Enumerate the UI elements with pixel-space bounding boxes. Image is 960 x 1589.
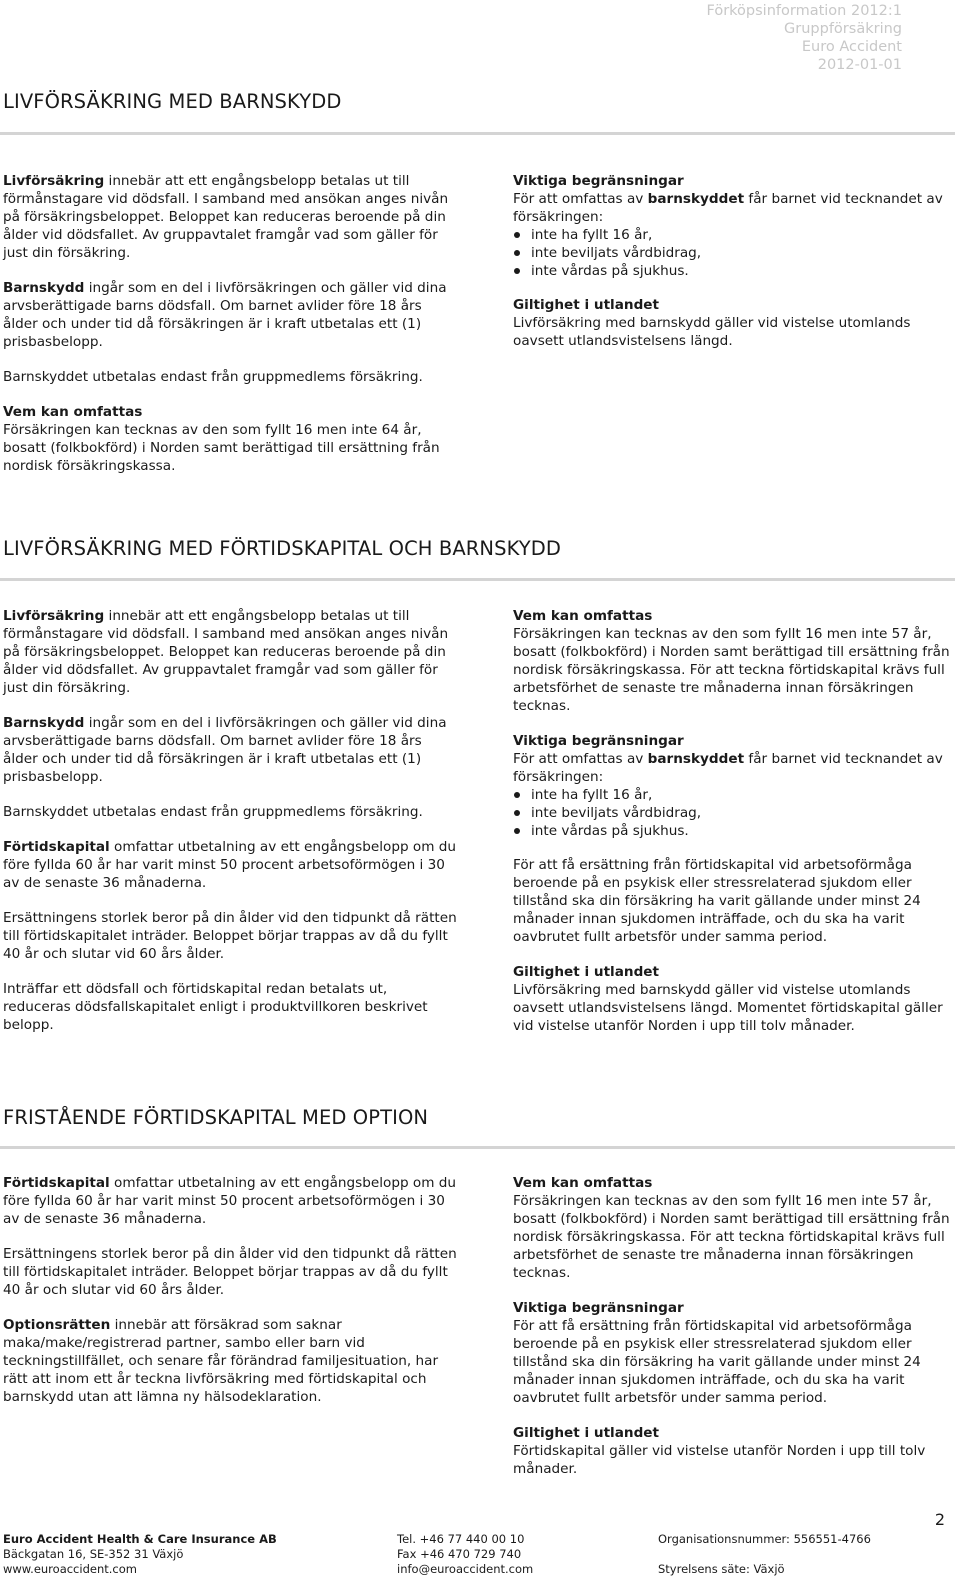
- section-title-livforsakring-barnskydd: LIVFÖRSÄKRING MED BARNSKYDD: [3, 90, 342, 113]
- paragraph: Ersättningens storlek beror på din ålder vid den tidpunkt då rätten till förtidskapitalet inträder. Beloppet börjar trappas av då du fyllt 40 år och slutar vid 60 års ålder.: [3, 1246, 457, 1298]
- footer-company-block: [3, 1532, 277, 1577]
- document-meta: [707, 2, 902, 74]
- footer-phone: Tel. +46 77 440 00 10: [397, 1532, 525, 1546]
- bullet-list: [513, 786, 958, 840]
- subheading-validity: Giltighet i utlandet: [513, 1425, 660, 1441]
- paragraph: Livförsäkring med barnskydd gäller vid vistelse utomlands oavsett utlandsvistelsens längd. Momentet förtidskapital gäller vid vistelse utanför Norden i upp till tolv månader.: [513, 982, 943, 1034]
- paragraph: För att omfattas av barnskyddet får barnet vid tecknandet av försäkringen:: [513, 751, 943, 785]
- subheading-who: Vem kan omfattas: [3, 404, 143, 420]
- meta-product: Gruppförsäkring: [784, 21, 902, 37]
- subheading-validity: Giltighet i utlandet: [513, 297, 660, 313]
- paragraph: Förtidskapital omfattar utbetalning av ett engångsbelopp om du före fyllda 60 år har varit minst 50 procent arbetsoförmögen i 30 av de senaste 36 månaderna.: [3, 1175, 457, 1227]
- list-item: inte ha fyllt 16 år,: [513, 226, 958, 244]
- paragraph: Optionsrätten innebär att försäkrad som saknar maka/make/registrerad partner, sambo eller barn vid teckningstillfället, och senare får förändrad familjesituation, har rätt att inom ett år teckna livförsäkring med förtidskapital och barnskydd utan att lämna ny hälsodeklaration.: [3, 1317, 439, 1405]
- section1-right-column: [513, 172, 958, 367]
- subheading-validity: Giltighet i utlandet: [513, 964, 660, 980]
- subheading-who: Vem kan omfattas: [513, 608, 653, 624]
- paragraph: Försäkringen kan tecknas av den som fyllt 16 men inte 57 år, bosatt (folkbokförd) i Norden samt berättigad till ersättning från nordisk försäkringskassa. För att teckna förtidskapital krävs full arbetsförhet de senaste tre månaderna innan försäkringen tecknas.: [513, 626, 950, 714]
- section-divider: [0, 578, 955, 581]
- paragraph: Barnskyddet utbetalas endast från gruppmedlems försäkring.: [3, 804, 423, 820]
- list-item: inte vårdas på sjukhus.: [513, 822, 958, 840]
- footer-company-name: Euro Accident Health & Care Insurance AB: [3, 1532, 277, 1546]
- footer-board-seat: Styrelsens säte: Växjö: [658, 1562, 785, 1576]
- footer-website-link[interactable]: www.euroaccident.com: [3, 1562, 137, 1576]
- section2-right-column: [513, 607, 958, 1052]
- paragraph: Förtidskapital gäller vid vistelse utanför Norden i upp till tolv månader.: [513, 1443, 926, 1477]
- paragraph: Barnskydd ingår som en del i livförsäkringen och gäller vid dina arvsberättigade barns dödsfall. Om barnet avlider före 18 års ålder och under tid då försäkringen är i kraft utbetalas ett (1) prisbasbelopp.: [3, 280, 447, 350]
- paragraph: För att få ersättning från förtidskapital vid arbetsoförmåga beroende på en psykisk eller stressrelaterad sjukdom eller tillstånd ska din försäkring ha varit gällande under minst 24 månader innan sjukdomen inträffade, och du ska ha varit oavbrutet fullt arbetsför under samma period.: [513, 1318, 921, 1406]
- subheading-who: Vem kan omfattas: [513, 1175, 653, 1191]
- paragraph: Inträffar ett dödsfall och förtidskapital redan betalats ut, reduceras dödsfallskapitalet enligt i produktvillkoren beskrivet belopp.: [3, 981, 428, 1033]
- footer-registration-block: [658, 1532, 871, 1577]
- paragraph: Livförsäkring innebär att ett engångsbelopp betalas ut till förmånstagare vid dödsfall. I samband med ansökan anges nivån på försäkringsbeloppet. Beloppet kan reduceras beroende på din ålder vid dödsfallet. Av gruppavtalet framgår vad som gäller för just din försäkring.: [3, 173, 449, 261]
- meta-date: 2012-01-01: [817, 57, 902, 73]
- footer-fax: Fax +46 470 729 740: [397, 1547, 522, 1561]
- list-item: inte beviljats vårdbidrag,: [513, 244, 958, 262]
- section3-right-column: [513, 1174, 958, 1495]
- subheading-limitations: Viktiga begränsningar: [513, 1300, 684, 1316]
- list-item: inte ha fyllt 16 år,: [513, 786, 958, 804]
- meta-title: Förköpsinformation 2012:1: [706, 3, 902, 19]
- paragraph: För att få ersättning från förtidskapital vid arbetsoförmåga beroende på en psykisk eller stressrelaterad sjukdom eller tillstånd ska din försäkring ha varit gällande under minst 24 månader innan sjukdomen inträffade, och du ska ha varit oavbrutet fullt arbetsför under samma period.: [513, 857, 921, 945]
- footer-email-link[interactable]: info@euroaccident.com: [397, 1562, 534, 1576]
- section1-left-column: [3, 172, 458, 492]
- paragraph: Barnskydd ingår som en del i livförsäkringen och gäller vid dina arvsberättigade barns dödsfall. Om barnet avlider före 18 års ålder och under tid då försäkringen är i kraft utbetalas ett (1) prisbasbelopp.: [3, 715, 447, 785]
- paragraph: Livförsäkring innebär att ett engångsbelopp betalas ut till förmånstagare vid dödsfall. I samband med ansökan anges nivån på försäkringsbeloppet. Beloppet kan reduceras beroende på din ålder vid dödsfallet. Av gruppavtalet framgår vad som gäller för just din försäkring.: [3, 608, 449, 696]
- paragraph: Förtidskapital omfattar utbetalning av ett engångsbelopp om du före fyllda 60 år har varit minst 50 procent arbetsoförmögen i 30 av de senaste 36 månaderna.: [3, 839, 457, 891]
- list-item: inte vårdas på sjukhus.: [513, 262, 958, 280]
- footer-address: Bäckgatan 16, SE-352 31 Växjö: [3, 1547, 184, 1561]
- section2-left-column: [3, 607, 458, 1051]
- paragraph: Försäkringen kan tecknas av den som fyllt 16 men inte 57 år, bosatt (folkbokförd) i Norden samt berättigad till ersättning från nordisk försäkringskassa. För att teckna förtidskapital krävs full arbetsförhet de senaste tre månaderna innan försäkringen tecknas.: [513, 1193, 950, 1281]
- section-divider: [0, 132, 955, 135]
- paragraph: Försäkringen kan tecknas av den som fyllt 16 men inte 64 år, bosatt (folkbokförd) i Norden samt berättigad till ersättning från nordisk försäkringskassa.: [3, 422, 440, 474]
- meta-company: Euro Accident: [801, 39, 902, 55]
- paragraph: Ersättningens storlek beror på din ålder vid den tidpunkt då rätten till förtidskapitalet inträder. Beloppet börjar trappas av då du fyllt 40 år och slutar vid 60 års ålder.: [3, 910, 457, 962]
- section-divider: [0, 1146, 955, 1149]
- paragraph: För att omfattas av barnskyddet får barnet vid tecknandet av försäkringen:: [513, 191, 943, 225]
- bullet-list: [513, 226, 958, 280]
- section3-left-column: [3, 1174, 458, 1423]
- section-title-fristaende-forttidskapital: FRISTÅENDE FÖRTIDSKAPITAL MED OPTION: [3, 1106, 429, 1129]
- footer-contact-block: [397, 1532, 533, 1577]
- section-title-forttidskapital-barnskydd: LIVFÖRSÄKRING MED FÖRTIDSKAPITAL OCH BARNSKYDD: [3, 537, 562, 560]
- subheading-limitations: Viktiga begränsningar: [513, 733, 684, 749]
- list-item: inte beviljats vårdbidrag,: [513, 804, 958, 822]
- paragraph: Barnskyddet utbetalas endast från gruppmedlems försäkring.: [3, 369, 423, 385]
- page-number: 2: [934, 1510, 945, 1529]
- footer-org-number: Organisationsnummer: 556551-4766: [658, 1532, 871, 1546]
- subheading-limitations: Viktiga begränsningar: [513, 173, 684, 189]
- paragraph: Livförsäkring med barnskydd gäller vid vistelse utomlands oavsett utlandsvistelsens längd.: [513, 315, 911, 349]
